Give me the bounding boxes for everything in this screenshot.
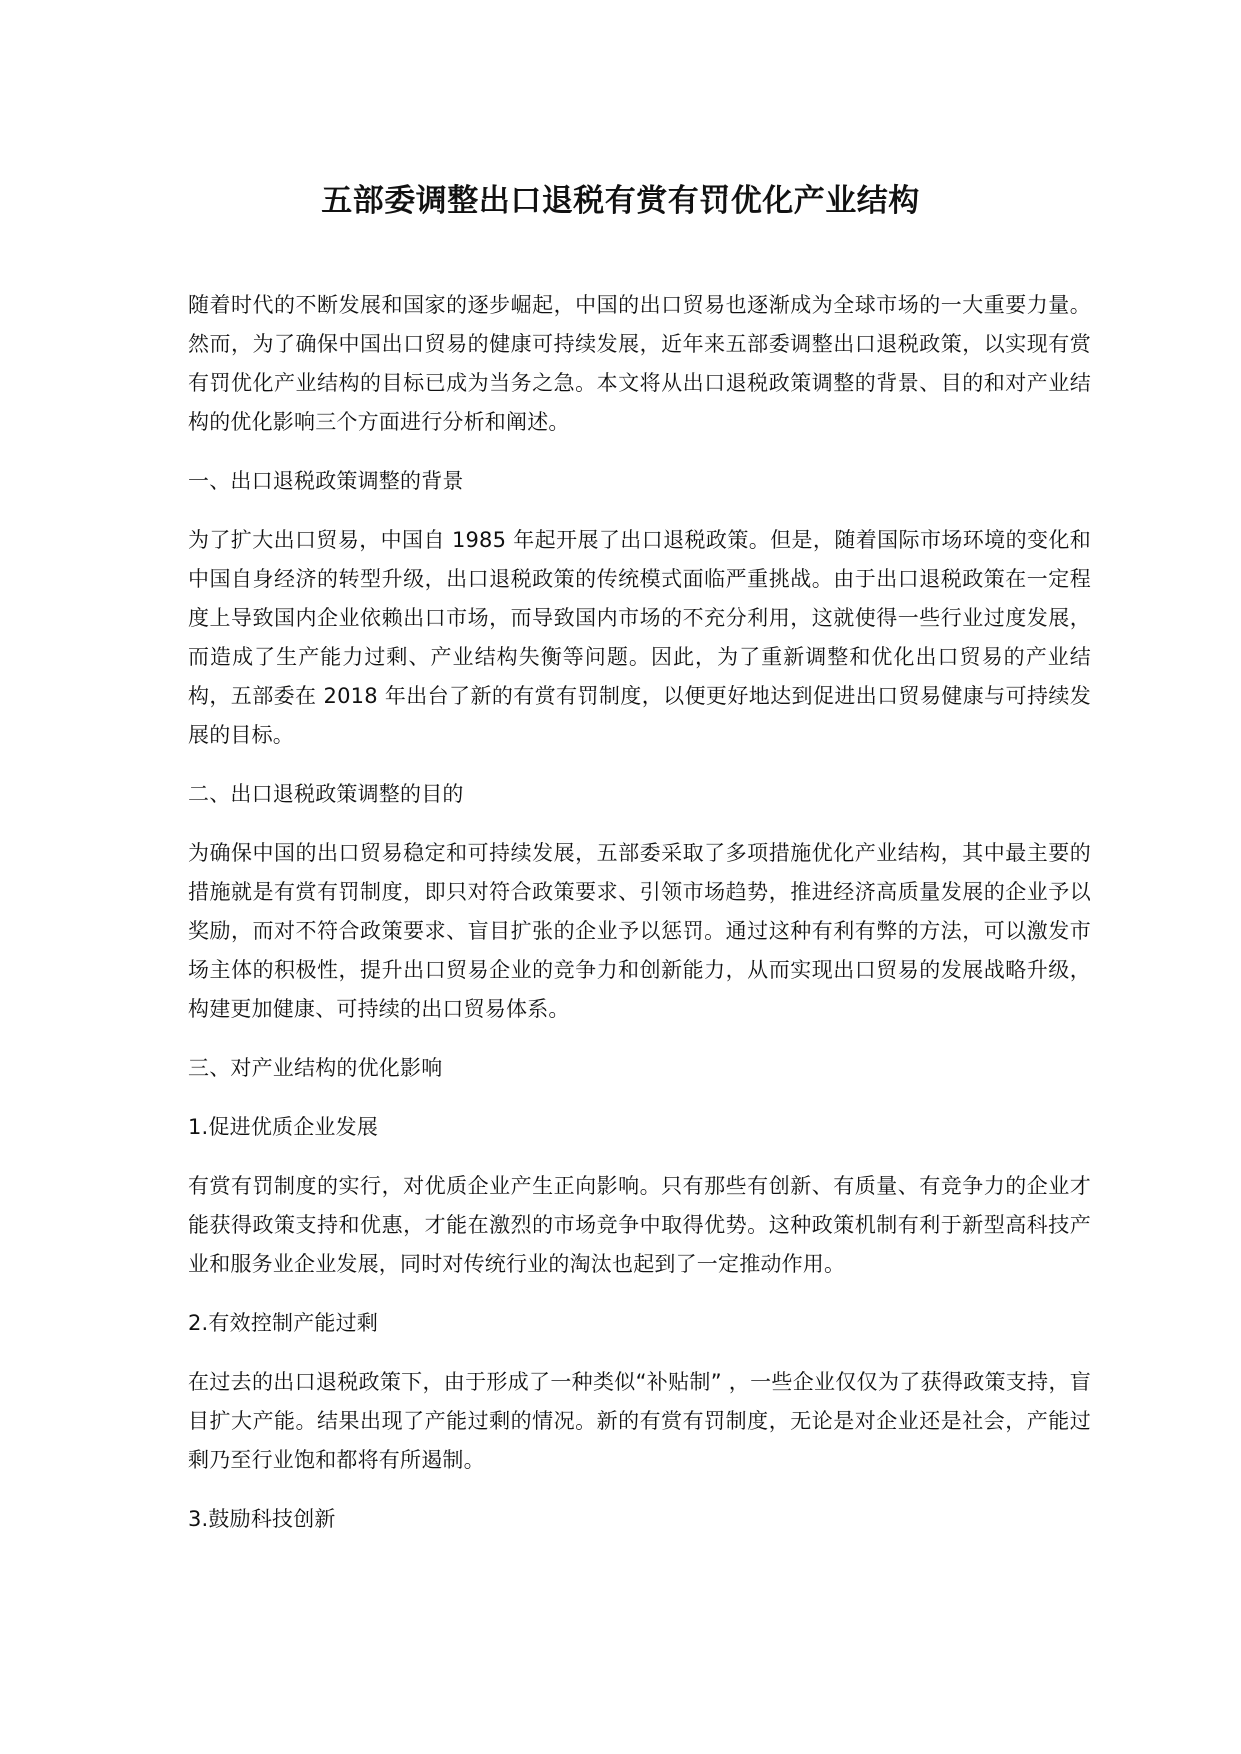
document-title: 五部委调整出口退税有赏有罚优化产业结构 xyxy=(321,183,920,219)
intro-paragraph: 随着时代的不断发展和国家的逐步崛起，中国的出口贸易也逐渐成为全球市场的一大重要力量。然而，为了确保中国出口贸易的健康可持续发展，近年来五部委调整出口退税政策，以实现有赏有罚优化产业结构的目标已成为当务之急。本文将从出口退税政策调整的背景、目的和对产业结构的优化影响三个方面进行分析和阐述。 xyxy=(188,293,1091,434)
subsection-3-heading: 3.鼓励科技创新 xyxy=(188,1507,336,1531)
subsection-1-paragraph: 有赏有罚制度的实行，对优质企业产生正向影响。只有那些有创新、有质量、有竞争力的企业才能获得政策支持和优惠，才能在激烈的市场竞争中取得优势。这种政策机制有利于新型高科技产业和服务业企业发展，同时对传统行业的淘汰也起到了一定推动作用。 xyxy=(188,1174,1091,1276)
subsection-2-paragraph: 在过去的出口退税政策下，由于形成了一种类似“补贴制” ，一些企业仅仅为了获得政策支持，盲目扩大产能。结果出现了产能过剩的情况。新的有赏有罚制度，无论是对企业还是社会，产能过剩乃至行业饱和都将有所遏制。 xyxy=(188,1370,1091,1472)
subsection-2-heading: 2.有效控制产能过剩 xyxy=(188,1311,379,1335)
subsection-1-heading: 1.促进优质企业发展 xyxy=(188,1115,379,1139)
section-1-paragraph: 为了扩大出口贸易，中国自 1985 年起开展了出口退税政策。但是，随着国际市场环境的变化和中国自身经济的转型升级，出口退税政策的传统模式面临严重挑战。由于出口退税政策在一定程度上导致国内企业依赖出口市场，而导致国内市场的不充分利用，这就使得一些行业过度发展，而造成了生产能力过剩、产业结构失衡等问题。因此，为了重新调整和优化出口贸易的产业结构，五部委在 2018 年出台了新的有赏有罚制度，以便更好地达到促进出口贸易健康与可持续发展的目标。 xyxy=(188,528,1091,747)
section-1-heading: 一、出口退税政策调整的背景 xyxy=(188,469,464,493)
section-2-paragraph: 为确保中国的出口贸易稳定和可持续发展，五部委采取了多项措施优化产业结构，其中最主要的措施就是有赏有罚制度，即只对符合政策要求、引领市场趋势，推进经济高质量发展的企业予以奖励，而对不符合政策要求、盲目扩张的企业予以惩罚。通过这种有利有弊的方法，可以激发市场主体的积极性，提升出口贸易企业的竞争力和创新能力，从而实现出口贸易的发展战略升级，构建更加健康、可持续的出口贸易体系。 xyxy=(188,841,1091,1021)
section-3-heading: 三、对产业结构的优化影响 xyxy=(188,1056,443,1080)
section-2-heading: 二、出口退税政策调整的目的 xyxy=(188,782,464,806)
